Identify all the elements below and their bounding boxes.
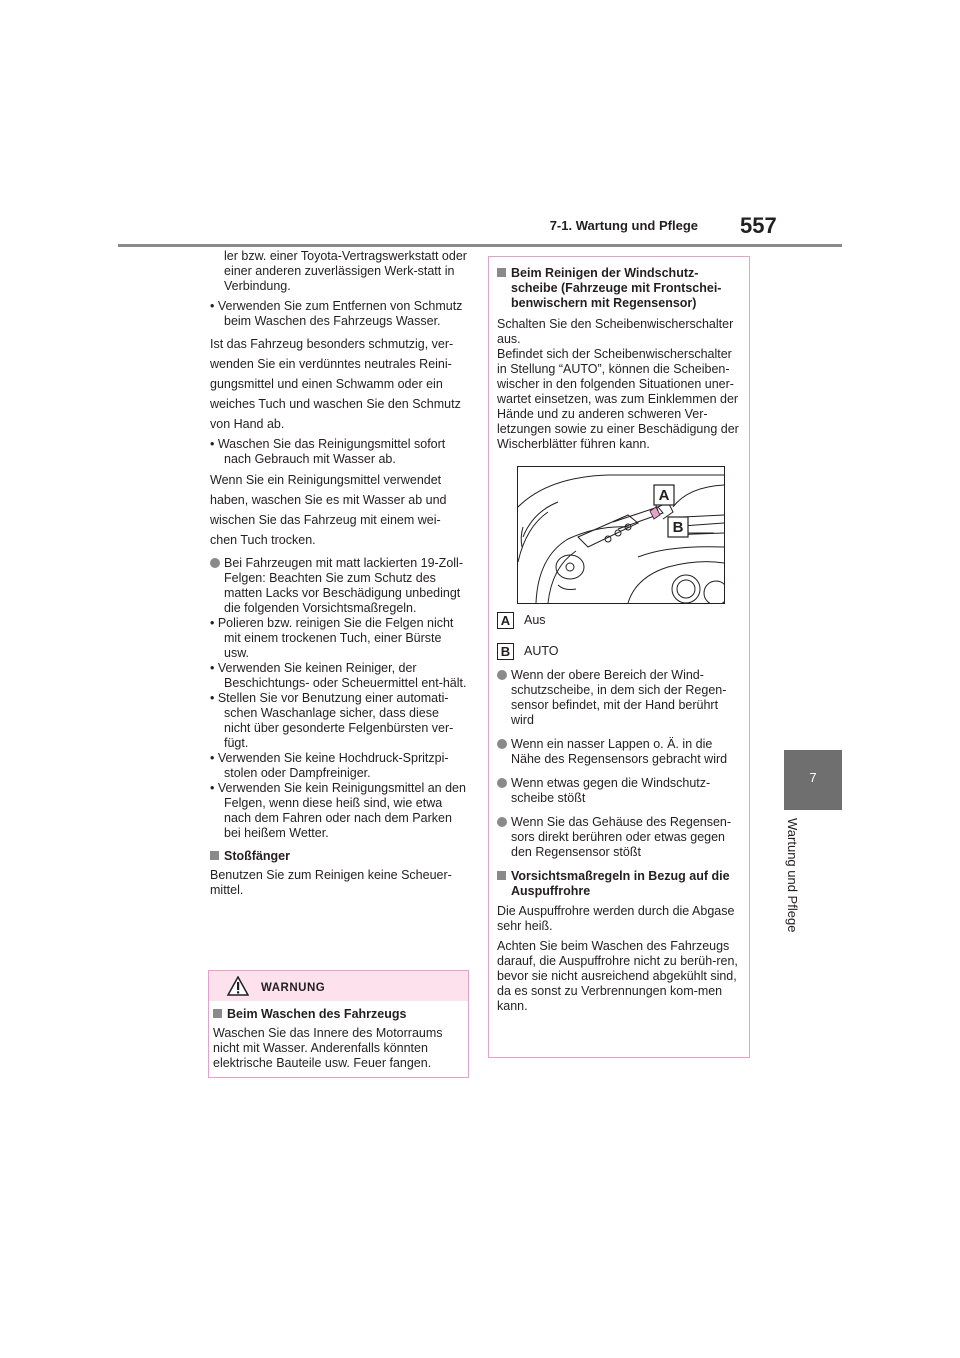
square-bullet-icon	[210, 851, 219, 860]
paragraph-line: von Hand ab.	[210, 417, 285, 431]
paragraph-line: wenden Sie ein verdünntes neutrales Reini-	[210, 357, 452, 371]
bullet-circle-icon	[497, 739, 507, 749]
square-bullet-icon	[497, 871, 506, 880]
steering-wiper-drawing	[518, 467, 724, 603]
paragraph-line: Ist das Fahrzeug besonders schmutzig, ver-	[210, 337, 454, 351]
warning-text: Waschen Sie das Innere des Motorraums nicht mit Wasser. Anderenfalls könnten elektrische Bauteile usw. Feuer fangen.	[213, 1026, 443, 1070]
paragraph: Benutzen Sie zum Reinigen keine Scheuer-mittel.	[210, 868, 452, 897]
legend-key: A	[497, 612, 514, 629]
paragraph-line: weiches Tuch und waschen Sie den Schmutz	[210, 397, 461, 411]
warning-label: WARNUNG	[261, 982, 326, 994]
square-bullet-icon	[213, 1009, 222, 1018]
section-heading	[210, 849, 468, 864]
paragraph-line: chen Tuch trocken.	[210, 533, 316, 547]
legend-text: Aus	[524, 613, 546, 627]
bullet-circle-icon	[210, 558, 220, 568]
section-heading-text: Stoßfänger	[224, 849, 290, 863]
list-item-text: Wenn ein nasser Lappen o. Ä. in die Nähe des Regensensors gebracht wird	[511, 737, 728, 766]
list-item	[497, 776, 743, 806]
callout-a-label: A	[658, 487, 670, 504]
chapter-label-wrap	[770, 818, 830, 978]
right-column-content	[497, 266, 743, 1014]
paragraph: Schalten Sie den Scheibenwischerschalter aus.	[497, 317, 734, 346]
list-item-text: Wenn der obere Bereich der Wind-schutzscheibe, in dem sich der Regen-sensor befindet, mit der Hand berührt wird	[511, 668, 727, 727]
warning-heading	[213, 1007, 463, 1022]
list-item	[210, 556, 468, 616]
square-bullet-icon	[497, 268, 506, 277]
list-item	[497, 668, 743, 728]
warning-box	[208, 970, 469, 1078]
sub-bullet: • Stellen Sie vor Benutzung einer automati-schen Waschanlage sicher, dass diese nicht über gesonderte Felgenbürsten ver-fügt.	[210, 691, 454, 750]
right-column-box	[488, 256, 750, 1058]
callout-b	[668, 517, 688, 537]
section-heading	[497, 266, 743, 311]
bullet-item: • Waschen Sie das Reinigungsmittel sofort nach Gebrauch mit Wasser ab.	[210, 437, 446, 466]
left-column	[210, 249, 468, 898]
paragraph: Befindet sich der Scheibenwischerschalter in Stellung “AUTO”, können die Scheiben-wischer in den folgenden Situationen uner-wartet einsetzen, was zum Einklemmen der Hände und zu anderen schweren Ver-letzungen sowie zu einer Beschädigung der Wischerblätter führen kann.	[497, 347, 739, 451]
chapter-label: Wartung und Pflege	[785, 818, 800, 933]
paragraph-line: Wenn Sie ein Reinigungsmittel verwendet	[210, 473, 442, 487]
legend-item	[497, 612, 743, 629]
section-heading	[497, 869, 743, 899]
list-item-text: Bei Fahrzeugen mit matt lackierten 19-Zoll-Felgen: Beachten Sie zum Schutz des matten Lacks vor Beschädigung unbedingt die folgenden Vorsichtsmaßregeln.	[224, 556, 463, 615]
sub-bullet: • Polieren bzw. reinigen Sie die Felgen nicht mit einem trockenen Tuch, einer Bürste usw.	[210, 616, 454, 660]
warning-triangle-icon	[227, 976, 249, 996]
legend-key: B	[497, 643, 514, 660]
page-number: 557	[740, 213, 777, 238]
bullet-circle-icon	[497, 817, 507, 827]
paragraph: Die Auspuffrohre werden durch die Abgase sehr heiß.	[497, 904, 735, 933]
section-title: 7-1. Wartung und Pflege	[549, 218, 698, 233]
paragraph: Achten Sie beim Waschen des Fahrzeugs darauf, die Auspuffrohre nicht zu berüh-ren, bevor sie nicht ausreichend abgekühlt sind, da es sonst zu Verbrennungen kom-men kann.	[497, 939, 738, 1013]
paragraph	[210, 470, 468, 550]
warning-body	[213, 1007, 463, 1071]
list-item	[497, 815, 743, 860]
legend-text: AUTO	[524, 644, 559, 658]
sub-bullet: • Verwenden Sie keine Hochdruck-Spritzpi-stolen oder Dampfreiniger.	[210, 751, 449, 780]
chapter-number: 7	[809, 770, 817, 785]
paragraph-line: gungsmittel und einen Schwamm oder ein	[210, 377, 443, 391]
sub-bullet: • Verwenden Sie keinen Reiniger, der Beschichtungs- oder Scheuermittel ent-hält.	[210, 661, 467, 690]
continuation-text: ler bzw. einer Toyota-Vertragswerkstatt oder einer anderen zuverlässigen Werk-statt in Verbindung.	[224, 249, 467, 293]
list-item	[497, 737, 743, 767]
callout-a	[654, 485, 674, 505]
legend-item	[497, 643, 743, 660]
header-rule	[118, 244, 842, 247]
paragraph-line: wischen Sie das Fahrzeug mit einem wei-	[210, 513, 441, 527]
bullet-circle-icon	[497, 670, 507, 680]
callout-b-label: B	[672, 519, 684, 536]
warning-heading-text: Beim Waschen des Fahrzeugs	[227, 1007, 407, 1021]
section-heading-text: Vorsichtsmaßregeln in Bezug auf die Auspuffrohre	[511, 869, 730, 898]
chapter-tab	[784, 750, 842, 810]
paragraph	[210, 334, 468, 434]
paragraph-line: haben, waschen Sie es mit Wasser ab und	[210, 493, 447, 507]
warning-header	[209, 971, 468, 1001]
sub-bullet: • Verwenden Sie kein Reinigungsmittel an den Felgen, wenn diese heiß sind, wie etwa nach dem Fahren oder nach dem Parken bei heißem Wetter.	[210, 781, 466, 840]
bullet-circle-icon	[497, 778, 507, 788]
bullet-item: • Verwenden Sie zum Entfernen von Schmutz beim Waschen des Fahrzeugs Wasser.	[210, 299, 463, 328]
list-item-text: Wenn etwas gegen die Windschutz-scheibe stößt	[511, 776, 711, 805]
wiper-switch-illustration	[517, 466, 725, 604]
list-item-text: Wenn Sie das Gehäuse des Regensen-sors direkt berühren oder etwas gegen den Regensensor stößt	[511, 815, 732, 859]
section-heading-text: Beim Reinigen der Windschutz-scheibe (Fahrzeuge mit Frontschei-benwischern mit Regensensor)	[511, 266, 722, 310]
